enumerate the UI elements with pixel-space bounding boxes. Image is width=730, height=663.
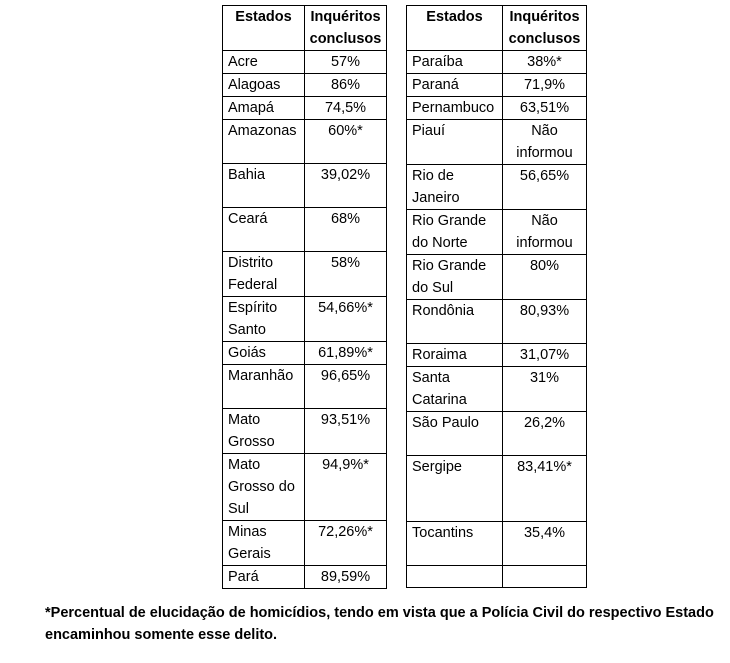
state-cell: Rio de Janeiro [407, 165, 503, 210]
percentage-cell: 89,59% [305, 566, 387, 589]
percentage-cell: 26,2% [503, 412, 587, 456]
states-table-left [222, 5, 387, 589]
percentage-cell: 38%* [503, 51, 587, 74]
table-row [407, 255, 587, 300]
states-table-right [406, 5, 587, 588]
state-cell: Sergipe [407, 456, 503, 522]
state-cell: Amapá [223, 97, 305, 120]
percentage-cell: Não informou [503, 120, 587, 165]
state-cell: Goiás [223, 342, 305, 365]
percentage-cell: 83,41%* [503, 456, 587, 522]
percentage-cell: 31,07% [503, 344, 587, 367]
header-states: Estados [223, 6, 305, 51]
state-cell: Espírito Santo [223, 297, 305, 342]
percentage-cell: 72,26%* [305, 521, 387, 566]
state-cell: Rondônia [407, 300, 503, 344]
state-cell: São Paulo [407, 412, 503, 456]
percentage-cell: 54,66%* [305, 297, 387, 342]
state-cell: Mato Grosso do Sul [223, 454, 305, 521]
percentage-cell: 80% [503, 255, 587, 300]
state-cell: Paraná [407, 74, 503, 97]
state-cell: Santa Catarina [407, 367, 503, 412]
state-cell: Amazonas [223, 120, 305, 164]
state-cell: Pará [223, 566, 305, 589]
percentage-cell: 93,51% [305, 409, 387, 454]
state-cell: Rio Grande do Sul [407, 255, 503, 300]
table-row [223, 342, 387, 365]
table-row [223, 164, 387, 208]
table-row [223, 365, 387, 409]
percentage-cell: 86% [305, 74, 387, 97]
state-cell: Paraíba [407, 51, 503, 74]
percentage-cell: 58% [305, 252, 387, 297]
percentage-cell: 39,02% [305, 164, 387, 208]
state-cell: Rio Grande do Norte [407, 210, 503, 255]
state-cell: Acre [223, 51, 305, 74]
percentage-cell: 31% [503, 367, 587, 412]
table-row [407, 566, 587, 588]
percentage-cell: 80,93% [503, 300, 587, 344]
percentage-cell: 61,89%* [305, 342, 387, 365]
table-row [223, 252, 387, 297]
table-row [407, 74, 587, 97]
table-row [223, 51, 387, 74]
state-cell: Alagoas [223, 74, 305, 97]
state-cell: Mato Grosso [223, 409, 305, 454]
footnote: *Percentual de elucidação de homicídios, tendo em vista que a Polícia Civil do respectivo Estado encaminhou somente esse delito. [45, 605, 714, 643]
table-row [407, 165, 587, 210]
table-row [407, 300, 587, 344]
table-row [407, 120, 587, 165]
percentage-cell: 60%* [305, 120, 387, 164]
percentage-cell: 74,5% [305, 97, 387, 120]
state-cell: Minas Gerais [223, 521, 305, 566]
state-cell: Tocantins [407, 522, 503, 566]
table-row [407, 210, 587, 255]
percentage-cell [503, 566, 587, 588]
table-row [223, 454, 387, 521]
percentage-cell: 71,9% [503, 74, 587, 97]
header-states: Estados [407, 6, 503, 51]
table-row [223, 120, 387, 164]
percentage-cell: 68% [305, 208, 387, 252]
table-header-row [223, 6, 387, 51]
header-inquiries: Inquéritos conclusos [503, 6, 587, 51]
table-row [407, 412, 587, 456]
state-cell: Ceará [223, 208, 305, 252]
table-row [223, 74, 387, 97]
percentage-cell: 35,4% [503, 522, 587, 566]
percentage-cell: 96,65% [305, 365, 387, 409]
table-row [223, 97, 387, 120]
table-row [407, 367, 587, 412]
state-cell: Piauí [407, 120, 503, 165]
state-cell: Distrito Federal [223, 252, 305, 297]
state-cell: Bahia [223, 164, 305, 208]
state-cell [407, 566, 503, 588]
table-row [223, 297, 387, 342]
percentage-cell: 57% [305, 51, 387, 74]
header-inquiries: Inquéritos conclusos [305, 6, 387, 51]
table-row [223, 566, 387, 589]
percentage-cell: 63,51% [503, 97, 587, 120]
percentage-cell: 56,65% [503, 165, 587, 210]
table-row [223, 521, 387, 566]
table-row [407, 344, 587, 367]
table-row [407, 456, 587, 522]
percentage-cell: Não informou [503, 210, 587, 255]
table-row [223, 208, 387, 252]
percentage-cell: 94,9%* [305, 454, 387, 521]
table-row [223, 409, 387, 454]
table-header-row [407, 6, 587, 51]
table-row [407, 97, 587, 120]
state-cell: Pernambuco [407, 97, 503, 120]
table-row [407, 522, 587, 566]
state-cell: Roraima [407, 344, 503, 367]
state-cell: Maranhão [223, 365, 305, 409]
table-row [407, 51, 587, 74]
